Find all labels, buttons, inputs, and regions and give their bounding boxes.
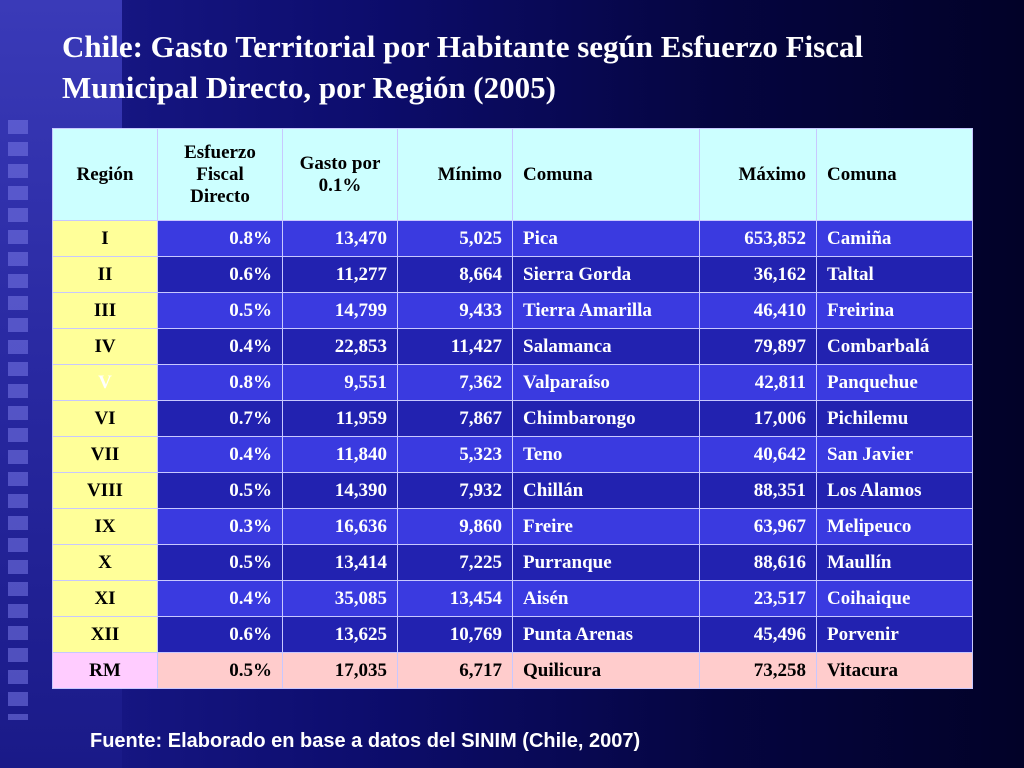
cell-minimo: 10,769: [398, 617, 513, 653]
cell-comuna-max: Vitacura: [817, 653, 973, 689]
cell-region: XI: [53, 581, 158, 617]
cell-comuna-max: Porvenir: [817, 617, 973, 653]
table-row: [53, 509, 973, 545]
cell-gasto: 13,470: [283, 221, 398, 257]
cell-minimo: 9,860: [398, 509, 513, 545]
cell-maximo: 79,897: [700, 329, 817, 365]
cell-esfuerzo: 0.4%: [158, 581, 283, 617]
cell-esfuerzo: 0.7%: [158, 401, 283, 437]
cell-comuna-min: Tierra Amarilla: [513, 293, 700, 329]
cell-comuna-min: Aisén: [513, 581, 700, 617]
cell-comuna-max: Coihaique: [817, 581, 973, 617]
cell-gasto: 35,085: [283, 581, 398, 617]
cell-comuna-max: Los Alamos: [817, 473, 973, 509]
header-comuna-max: Comuna: [817, 129, 973, 221]
cell-gasto: 13,625: [283, 617, 398, 653]
cell-gasto: 14,390: [283, 473, 398, 509]
cell-esfuerzo: 0.3%: [158, 509, 283, 545]
cell-esfuerzo: 0.6%: [158, 617, 283, 653]
cell-comuna-min: Sierra Gorda: [513, 257, 700, 293]
table-row: [53, 329, 973, 365]
slide-title: Chile: Gasto Territorial por Habitante según Esfuerzo Fiscal Municipal Directo, por Región (2005): [62, 29, 864, 105]
cell-comuna-min: Punta Arenas: [513, 617, 700, 653]
cell-maximo: 88,351: [700, 473, 817, 509]
cell-region: RM: [53, 653, 158, 689]
cell-region: III: [53, 293, 158, 329]
header-esfuerzo: Esfuerzo Fiscal Directo: [158, 129, 283, 221]
table-row: [53, 437, 973, 473]
cell-maximo: 23,517: [700, 581, 817, 617]
cell-comuna-max: San Javier: [817, 437, 973, 473]
cell-comuna-min: Teno: [513, 437, 700, 473]
cell-comuna-max: Taltal: [817, 257, 973, 293]
cell-comuna-max: Melipeuco: [817, 509, 973, 545]
cell-maximo: 88,616: [700, 545, 817, 581]
cell-comuna-max: Combarbalá: [817, 329, 973, 365]
cell-maximo: 42,811: [700, 365, 817, 401]
cell-region: VII: [53, 437, 158, 473]
cell-maximo: 73,258: [700, 653, 817, 689]
cell-gasto: 9,551: [283, 365, 398, 401]
cell-esfuerzo: 0.5%: [158, 545, 283, 581]
cell-comuna-max: Freirina: [817, 293, 973, 329]
table-row: [53, 257, 973, 293]
table-row: [53, 617, 973, 653]
table-row: [53, 401, 973, 437]
cell-region: VI: [53, 401, 158, 437]
cell-minimo: 9,433: [398, 293, 513, 329]
cell-maximo: 17,006: [700, 401, 817, 437]
cell-maximo: 45,496: [700, 617, 817, 653]
header-minimo: Mínimo: [398, 129, 513, 221]
cell-esfuerzo: 0.5%: [158, 653, 283, 689]
table-row: [53, 581, 973, 617]
cell-comuna-min: Freire: [513, 509, 700, 545]
cell-comuna-max: Pichilemu: [817, 401, 973, 437]
cell-gasto: 16,636: [283, 509, 398, 545]
cell-maximo: 36,162: [700, 257, 817, 293]
cell-minimo: 7,932: [398, 473, 513, 509]
cell-minimo: 11,427: [398, 329, 513, 365]
cell-comuna-min: Quilicura: [513, 653, 700, 689]
cell-esfuerzo: 0.6%: [158, 257, 283, 293]
cell-maximo: 63,967: [700, 509, 817, 545]
cell-minimo: 7,225: [398, 545, 513, 581]
table-header-row: [53, 129, 973, 221]
cell-esfuerzo: 0.4%: [158, 329, 283, 365]
table-row: [53, 653, 973, 689]
cell-gasto: 17,035: [283, 653, 398, 689]
table-body: [53, 221, 973, 689]
table-row: [53, 545, 973, 581]
cell-region: X: [53, 545, 158, 581]
cell-minimo: 6,717: [398, 653, 513, 689]
cell-minimo: 7,362: [398, 365, 513, 401]
cell-esfuerzo: 0.8%: [158, 221, 283, 257]
header-region: Región: [53, 129, 158, 221]
cell-region: IV: [53, 329, 158, 365]
table-row: [53, 221, 973, 257]
source-note: Fuente: Elaborado en base a datos del SINIM (Chile, 2007): [90, 730, 641, 752]
cell-region: I: [53, 221, 158, 257]
table-row: [53, 473, 973, 509]
cell-comuna-max: Camiña: [817, 221, 973, 257]
cell-region: II: [53, 257, 158, 293]
data-table: [52, 128, 973, 689]
cell-comuna-min: Valparaíso: [513, 365, 700, 401]
cell-comuna-min: Pica: [513, 221, 700, 257]
table-row: [53, 365, 973, 401]
cell-comuna-min: Chimbarongo: [513, 401, 700, 437]
cell-minimo: 7,867: [398, 401, 513, 437]
cell-esfuerzo: 0.4%: [158, 437, 283, 473]
cell-region: IX: [53, 509, 158, 545]
cell-maximo: 40,642: [700, 437, 817, 473]
cell-comuna-max: Panquehue: [817, 365, 973, 401]
header-gasto: Gasto por 0.1%: [283, 129, 398, 221]
table-row: [53, 293, 973, 329]
cell-esfuerzo: 0.5%: [158, 473, 283, 509]
cell-gasto: 13,414: [283, 545, 398, 581]
cell-gasto: 11,277: [283, 257, 398, 293]
header-comuna-min: Comuna: [513, 129, 700, 221]
cell-maximo: 46,410: [700, 293, 817, 329]
cell-comuna-min: Purranque: [513, 545, 700, 581]
cell-region: V: [53, 365, 158, 401]
decorative-squares: [8, 120, 28, 720]
cell-gasto: 14,799: [283, 293, 398, 329]
cell-minimo: 5,025: [398, 221, 513, 257]
cell-minimo: 8,664: [398, 257, 513, 293]
cell-esfuerzo: 0.5%: [158, 293, 283, 329]
header-maximo: Máximo: [700, 129, 817, 221]
cell-esfuerzo: 0.8%: [158, 365, 283, 401]
cell-region: VIII: [53, 473, 158, 509]
cell-gasto: 11,959: [283, 401, 398, 437]
cell-minimo: 5,323: [398, 437, 513, 473]
cell-region: XII: [53, 617, 158, 653]
cell-comuna-min: Salamanca: [513, 329, 700, 365]
cell-comuna-min: Chillán: [513, 473, 700, 509]
cell-maximo: 653,852: [700, 221, 817, 257]
cell-gasto: 11,840: [283, 437, 398, 473]
cell-minimo: 13,454: [398, 581, 513, 617]
cell-comuna-max: Maullín: [817, 545, 973, 581]
cell-gasto: 22,853: [283, 329, 398, 365]
